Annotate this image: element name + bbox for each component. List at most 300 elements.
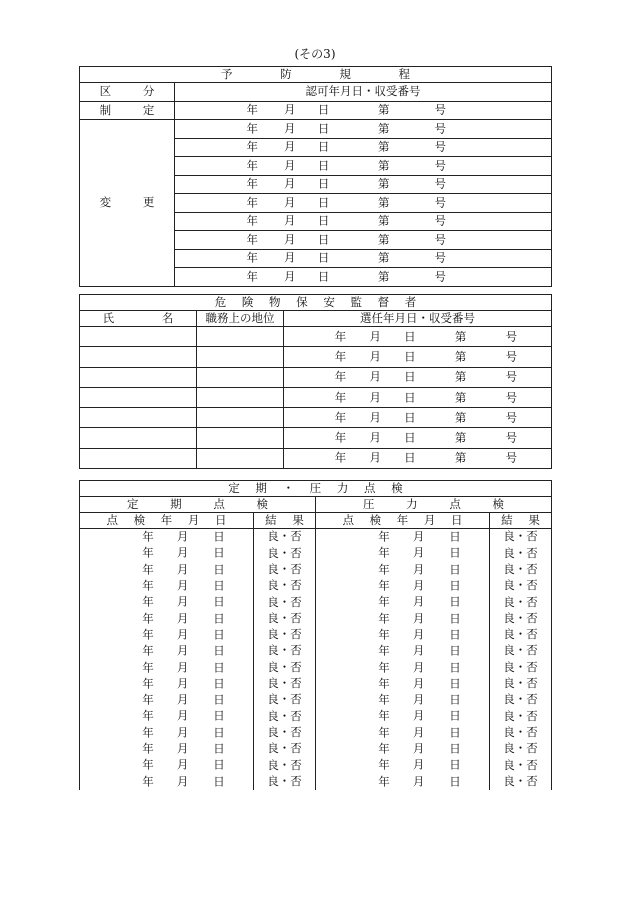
periodic-result-cell: 良・否 <box>254 529 316 546</box>
date-month-label: 月 <box>284 102 296 117</box>
date-month-label: 月 <box>176 659 189 674</box>
date-day-label: 日 <box>449 708 461 723</box>
pressure-date-header: 点 検 年 月 日 <box>316 513 490 529</box>
name-cell[interactable] <box>80 448 197 468</box>
date-day-label: 日 <box>317 176 330 191</box>
date-day-label: 日 <box>404 410 416 425</box>
date-day-label: 日 <box>317 139 330 154</box>
periodic-date-cell <box>80 594 254 610</box>
pressure-result-cell: 良・否 <box>490 659 552 675</box>
appointment-date-cell <box>284 448 552 468</box>
date-year-label: 年 <box>142 692 154 707</box>
pressure-result-cell: 良・否 <box>490 643 552 659</box>
pressure-date-cell <box>316 741 490 757</box>
date-day-label: 日 <box>213 627 225 642</box>
date-day-label: 日 <box>449 529 461 544</box>
date-month-label: 月 <box>412 529 425 544</box>
date-year-label: 年 <box>142 627 154 642</box>
date-month-label: 月 <box>412 757 425 772</box>
change-date-cell <box>175 212 552 231</box>
date-month-label: 月 <box>176 643 189 658</box>
date-month-label: 月 <box>176 578 189 593</box>
pressure-date-cell <box>316 659 490 675</box>
date-day-label: 日 <box>213 676 225 691</box>
periodic-date-cell <box>80 643 254 659</box>
date-day-label: 日 <box>213 643 225 658</box>
date-year-label: 年 <box>378 676 390 691</box>
date-year-label: 年 <box>246 269 258 283</box>
date-year-label: 年 <box>378 708 390 723</box>
periodic-result-cell: 良・否 <box>254 725 316 741</box>
date-month-label: 月 <box>412 594 425 609</box>
pressure-date-cell <box>316 725 490 741</box>
date-go-label: 号 <box>505 389 518 404</box>
date-month-label: 月 <box>412 741 425 756</box>
periodic-date-cell <box>80 659 254 675</box>
date-month-label: 月 <box>176 773 189 788</box>
date-dai-label: 第 <box>378 232 390 246</box>
date-year-label: 年 <box>378 627 390 642</box>
date-day-label: 日 <box>449 659 461 674</box>
date-go-label: 号 <box>434 195 446 209</box>
date-year-label: 年 <box>246 195 258 209</box>
date-day-label: 日 <box>404 430 416 445</box>
date-day-label: 日 <box>213 561 225 576</box>
position-cell[interactable] <box>197 327 284 347</box>
date-day-label: 日 <box>404 328 416 343</box>
date-day-label: 日 <box>404 369 416 384</box>
date-month-label: 月 <box>176 610 189 625</box>
pressure-date-cell <box>316 643 490 659</box>
periodic-date-cell <box>80 627 254 643</box>
date-go-label: 号 <box>434 139 446 154</box>
change-date-cell <box>175 120 552 139</box>
pressure-date-cell <box>316 578 490 594</box>
periodic-date-cell <box>80 610 254 626</box>
supervisor-row <box>80 387 552 407</box>
date-year-label: 年 <box>378 578 390 593</box>
date-month-label: 月 <box>369 328 381 343</box>
name-cell[interactable] <box>80 428 197 448</box>
date-month-label: 月 <box>284 269 296 283</box>
periodic-result-cell: 良・否 <box>254 692 316 708</box>
date-day-label: 日 <box>213 529 225 544</box>
inspection-title: 定 期 ・ 圧 力 点 検 <box>80 481 552 497</box>
inspection-row <box>80 545 552 561</box>
date-year-label: 年 <box>142 741 154 756</box>
position-cell[interactable] <box>197 428 284 448</box>
date-month-label: 月 <box>412 773 425 788</box>
date-day-label: 日 <box>449 578 461 593</box>
date-day-label: 日 <box>317 269 330 283</box>
date-day-label: 日 <box>317 158 330 172</box>
date-day-label: 日 <box>213 659 225 674</box>
enactment-date-cell <box>175 101 552 120</box>
date-month-label: 月 <box>176 724 189 739</box>
pressure-result-cell: 良・否 <box>490 627 552 643</box>
date-month-label: 月 <box>176 529 189 544</box>
periodic-inspection-header: 定 期 点 検 <box>80 497 316 513</box>
date-go-label: 号 <box>505 369 518 384</box>
inspection-row <box>80 562 552 578</box>
date-dai-label: 第 <box>378 102 390 117</box>
date-year-label: 年 <box>142 610 154 625</box>
date-day-label: 日 <box>449 724 461 739</box>
date-year-label: 年 <box>142 561 154 576</box>
inspection-row <box>80 708 552 724</box>
periodic-date-cell <box>80 676 254 692</box>
date-day-label: 日 <box>449 594 461 609</box>
inspection-row <box>80 594 552 610</box>
date-month-label: 月 <box>369 450 381 465</box>
date-day-label: 日 <box>449 561 461 576</box>
name-cell[interactable] <box>80 387 197 407</box>
periodic-date-cell <box>80 529 254 546</box>
date-year-label: 年 <box>246 250 258 265</box>
pressure-date-cell <box>316 529 490 546</box>
position-cell[interactable] <box>197 448 284 468</box>
pressure-date-cell <box>316 773 490 789</box>
date-go-label: 号 <box>505 430 518 445</box>
date-month-label: 月 <box>412 627 425 642</box>
pressure-date-cell <box>316 627 490 643</box>
date-day-label: 日 <box>317 232 330 246</box>
date-month-label: 月 <box>412 643 425 658</box>
date-year-label: 年 <box>142 708 154 723</box>
pressure-date-cell <box>316 708 490 724</box>
supervisor-row <box>80 448 552 468</box>
pressure-date-cell <box>316 676 490 692</box>
date-year-label: 年 <box>334 410 347 425</box>
date-year-label: 年 <box>142 773 154 788</box>
pressure-result-cell: 良・否 <box>490 708 552 724</box>
date-day-label: 日 <box>213 708 225 723</box>
date-day-label: 日 <box>317 195 330 209</box>
date-year-label: 年 <box>334 450 347 465</box>
date-month-label: 月 <box>369 369 381 384</box>
date-day-label: 日 <box>404 389 416 404</box>
inspection-table <box>79 480 552 790</box>
date-day-label: 日 <box>449 757 461 772</box>
change-date-cell <box>175 157 552 176</box>
inspection-row <box>80 610 552 626</box>
name-cell[interactable] <box>80 327 197 347</box>
date-year-label: 年 <box>378 757 390 772</box>
date-year-label: 年 <box>142 545 154 560</box>
date-dai-label: 第 <box>378 250 390 265</box>
periodic-result-cell: 良・否 <box>254 643 316 659</box>
date-month-label: 月 <box>412 676 425 691</box>
date-year-label: 年 <box>378 561 390 576</box>
position-header: 職務上の地位 <box>197 311 284 327</box>
date-month-label: 月 <box>284 158 296 172</box>
date-dai-label: 第 <box>378 158 390 172</box>
date-year-label: 年 <box>334 369 347 384</box>
date-year-label: 年 <box>142 594 154 609</box>
date-year-label: 年 <box>334 328 347 343</box>
appointment-date-cell <box>284 408 552 428</box>
name-header: 氏 名 <box>80 311 197 327</box>
periodic-result-cell: 良・否 <box>254 741 316 757</box>
date-year-label: 年 <box>246 158 258 172</box>
position-cell[interactable] <box>197 367 284 387</box>
date-day-label: 日 <box>449 643 461 658</box>
appointment-date-cell <box>284 347 552 367</box>
change-date-cell <box>175 175 552 194</box>
inspection-row <box>80 676 552 692</box>
periodic-result-cell: 良・否 <box>254 578 316 594</box>
change-date-cell <box>175 138 552 157</box>
pressure-result-cell: 良・否 <box>490 676 552 692</box>
date-go-label: 号 <box>434 232 446 246</box>
pressure-result-cell: 良・否 <box>490 545 552 561</box>
pressure-date-cell <box>316 545 490 561</box>
appointment-date-header: 選任年月日・収受番号 <box>284 311 552 327</box>
date-day-label: 日 <box>317 102 330 117</box>
date-year-label: 年 <box>142 676 154 691</box>
date-month-label: 月 <box>412 708 425 723</box>
approval-date-header: 認可年月日・収受番号 <box>175 83 552 102</box>
appointment-date-cell <box>284 327 552 347</box>
pressure-date-cell <box>316 610 490 626</box>
periodic-result-cell: 良・否 <box>254 773 316 789</box>
category-header: 区 分 <box>80 83 175 102</box>
prevention-title: 予 防 規 程 <box>80 67 552 83</box>
date-month-label: 月 <box>369 430 381 445</box>
date-go-label: 号 <box>505 328 518 343</box>
position-cell[interactable] <box>197 408 284 428</box>
pressure-result-header: 結 果 <box>490 513 552 529</box>
periodic-result-cell: 良・否 <box>254 708 316 724</box>
supervisor-row <box>80 367 552 387</box>
periodic-result-cell: 良・否 <box>254 545 316 561</box>
date-year-label: 年 <box>142 757 154 772</box>
pressure-result-cell: 良・否 <box>490 562 552 578</box>
date-month-label: 月 <box>412 610 425 625</box>
date-day-label: 日 <box>449 610 461 625</box>
name-cell[interactable] <box>80 408 197 428</box>
date-dai-label: 第 <box>454 410 467 425</box>
inspection-row <box>80 643 552 659</box>
date-month-label: 月 <box>369 410 381 425</box>
change-row <box>80 120 552 139</box>
date-year-label: 年 <box>246 102 258 117</box>
pressure-result-cell: 良・否 <box>490 757 552 773</box>
date-month-label: 月 <box>176 676 189 691</box>
date-year-label: 年 <box>246 121 258 135</box>
date-dai-label: 第 <box>378 195 390 209</box>
date-day-label: 日 <box>317 121 330 135</box>
date-go-label: 号 <box>434 269 446 283</box>
prevention-rules-table <box>79 66 552 287</box>
date-month-label: 月 <box>412 659 425 674</box>
date-dai-label: 第 <box>454 389 467 404</box>
position-cell[interactable] <box>197 387 284 407</box>
periodic-result-cell: 良・否 <box>254 562 316 578</box>
supervisor-row <box>80 347 552 367</box>
periodic-result-cell: 良・否 <box>254 594 316 610</box>
date-month-label: 月 <box>369 349 381 364</box>
inspection-row <box>80 659 552 675</box>
date-dai-label: 第 <box>378 213 390 228</box>
pressure-result-cell: 良・否 <box>490 578 552 594</box>
date-year-label: 年 <box>378 692 390 707</box>
date-day-label: 日 <box>213 741 225 756</box>
periodic-result-header: 結 果 <box>254 513 316 529</box>
inspection-row <box>80 725 552 741</box>
supervisor-row <box>80 408 552 428</box>
periodic-date-cell <box>80 708 254 724</box>
pressure-result-cell: 良・否 <box>490 741 552 757</box>
date-month-label: 月 <box>176 692 189 707</box>
pressure-date-cell <box>316 562 490 578</box>
date-year-label: 年 <box>142 578 154 593</box>
date-day-label: 日 <box>213 757 225 772</box>
date-month-label: 月 <box>176 708 189 723</box>
supervisor-row <box>80 428 552 448</box>
periodic-result-cell: 良・否 <box>254 676 316 692</box>
appointment-date-cell <box>284 387 552 407</box>
position-cell[interactable] <box>197 347 284 367</box>
date-day-label: 日 <box>213 545 225 560</box>
date-year-label: 年 <box>378 643 390 658</box>
periodic-date-cell <box>80 578 254 594</box>
date-dai-label: 第 <box>378 269 390 283</box>
periodic-result-cell: 良・否 <box>254 610 316 626</box>
date-dai-label: 第 <box>454 430 467 445</box>
date-year-label: 年 <box>378 529 390 544</box>
date-dai-label: 第 <box>454 349 467 364</box>
date-month-label: 月 <box>284 195 296 209</box>
date-year-label: 年 <box>378 659 390 674</box>
inspection-row <box>80 529 552 546</box>
date-go-label: 号 <box>434 250 446 265</box>
date-month-label: 月 <box>176 594 189 609</box>
name-cell[interactable] <box>80 347 197 367</box>
date-month-label: 月 <box>176 545 189 560</box>
date-day-label: 日 <box>213 773 225 788</box>
date-year-label: 年 <box>378 724 390 739</box>
date-month-label: 月 <box>412 578 425 593</box>
change-date-cell <box>175 268 552 287</box>
date-day-label: 日 <box>317 213 330 228</box>
supervisor-table <box>79 294 552 469</box>
periodic-date-cell <box>80 562 254 578</box>
pressure-result-cell: 良・否 <box>490 725 552 741</box>
date-year-label: 年 <box>378 773 390 788</box>
enactment-row <box>80 101 552 120</box>
date-month-label: 月 <box>412 545 425 560</box>
date-month-label: 月 <box>284 250 296 265</box>
date-dai-label: 第 <box>378 176 390 191</box>
date-day-label: 日 <box>317 250 330 265</box>
date-month-label: 月 <box>284 121 296 135</box>
date-year-label: 年 <box>246 176 258 191</box>
date-month-label: 月 <box>284 232 296 246</box>
date-day-label: 日 <box>213 594 225 609</box>
date-year-label: 年 <box>378 594 390 609</box>
pressure-inspection-header: 圧 力 点 検 <box>316 497 552 513</box>
date-year-label: 年 <box>142 529 154 544</box>
pressure-date-cell <box>316 692 490 708</box>
periodic-date-cell <box>80 692 254 708</box>
date-year-label: 年 <box>378 741 390 756</box>
date-dai-label: 第 <box>378 139 390 154</box>
date-month-label: 月 <box>369 389 381 404</box>
date-year-label: 年 <box>142 659 154 674</box>
date-month-label: 月 <box>176 741 189 756</box>
date-go-label: 号 <box>434 121 446 135</box>
inspection-row <box>80 773 552 789</box>
date-year-label: 年 <box>246 232 258 246</box>
date-day-label: 日 <box>213 724 225 739</box>
date-day-label: 日 <box>449 545 461 560</box>
periodic-date-cell <box>80 725 254 741</box>
date-month-label: 月 <box>412 724 425 739</box>
periodic-result-cell: 良・否 <box>254 659 316 675</box>
pressure-date-cell <box>316 757 490 773</box>
date-day-label: 日 <box>449 692 461 707</box>
supervisor-title: 危 険 物 保 安 監 督 者 <box>80 295 552 311</box>
date-go-label: 号 <box>434 158 446 172</box>
date-year-label: 年 <box>142 643 154 658</box>
date-day-label: 日 <box>404 349 416 364</box>
date-day-label: 日 <box>213 578 225 593</box>
date-year-label: 年 <box>246 213 258 228</box>
date-day-label: 日 <box>449 741 461 756</box>
date-go-label: 号 <box>505 450 518 465</box>
pressure-date-cell <box>316 594 490 610</box>
periodic-date-cell <box>80 757 254 773</box>
enactment-label: 制 定 <box>80 101 175 120</box>
periodic-date-cell <box>80 773 254 789</box>
date-dai-label: 第 <box>454 328 467 343</box>
date-month-label: 月 <box>412 692 425 707</box>
change-label: 変 更 <box>80 120 175 287</box>
date-year-label: 年 <box>378 610 390 625</box>
date-go-label: 号 <box>434 102 446 117</box>
date-month-label: 月 <box>284 176 296 191</box>
date-year-label: 年 <box>334 430 347 445</box>
date-year-label: 年 <box>378 545 390 560</box>
date-year-label: 年 <box>246 139 258 154</box>
inspection-row <box>80 692 552 708</box>
inspection-row <box>80 627 552 643</box>
supervisor-row <box>80 327 552 347</box>
pressure-result-cell: 良・否 <box>490 692 552 708</box>
periodic-date-cell <box>80 545 254 561</box>
pressure-result-cell: 良・否 <box>490 594 552 610</box>
date-go-label: 号 <box>505 349 518 364</box>
name-cell[interactable] <box>80 367 197 387</box>
date-day-label: 日 <box>449 773 461 788</box>
periodic-date-header: 点 検 年 月 日 <box>80 513 254 529</box>
pressure-result-cell: 良・否 <box>490 529 552 546</box>
change-date-cell <box>175 231 552 250</box>
date-month-label: 月 <box>176 627 189 642</box>
periodic-result-cell: 良・否 <box>254 757 316 773</box>
date-dai-label: 第 <box>454 369 467 384</box>
inspection-row <box>80 741 552 757</box>
date-year-label: 年 <box>334 389 347 404</box>
date-day-label: 日 <box>213 692 225 707</box>
date-day-label: 日 <box>449 676 461 691</box>
date-month-label: 月 <box>412 561 425 576</box>
appointment-date-cell <box>284 428 552 448</box>
inspection-row <box>80 578 552 594</box>
pressure-result-cell: 良・否 <box>490 773 552 789</box>
date-day-label: 日 <box>404 450 416 465</box>
